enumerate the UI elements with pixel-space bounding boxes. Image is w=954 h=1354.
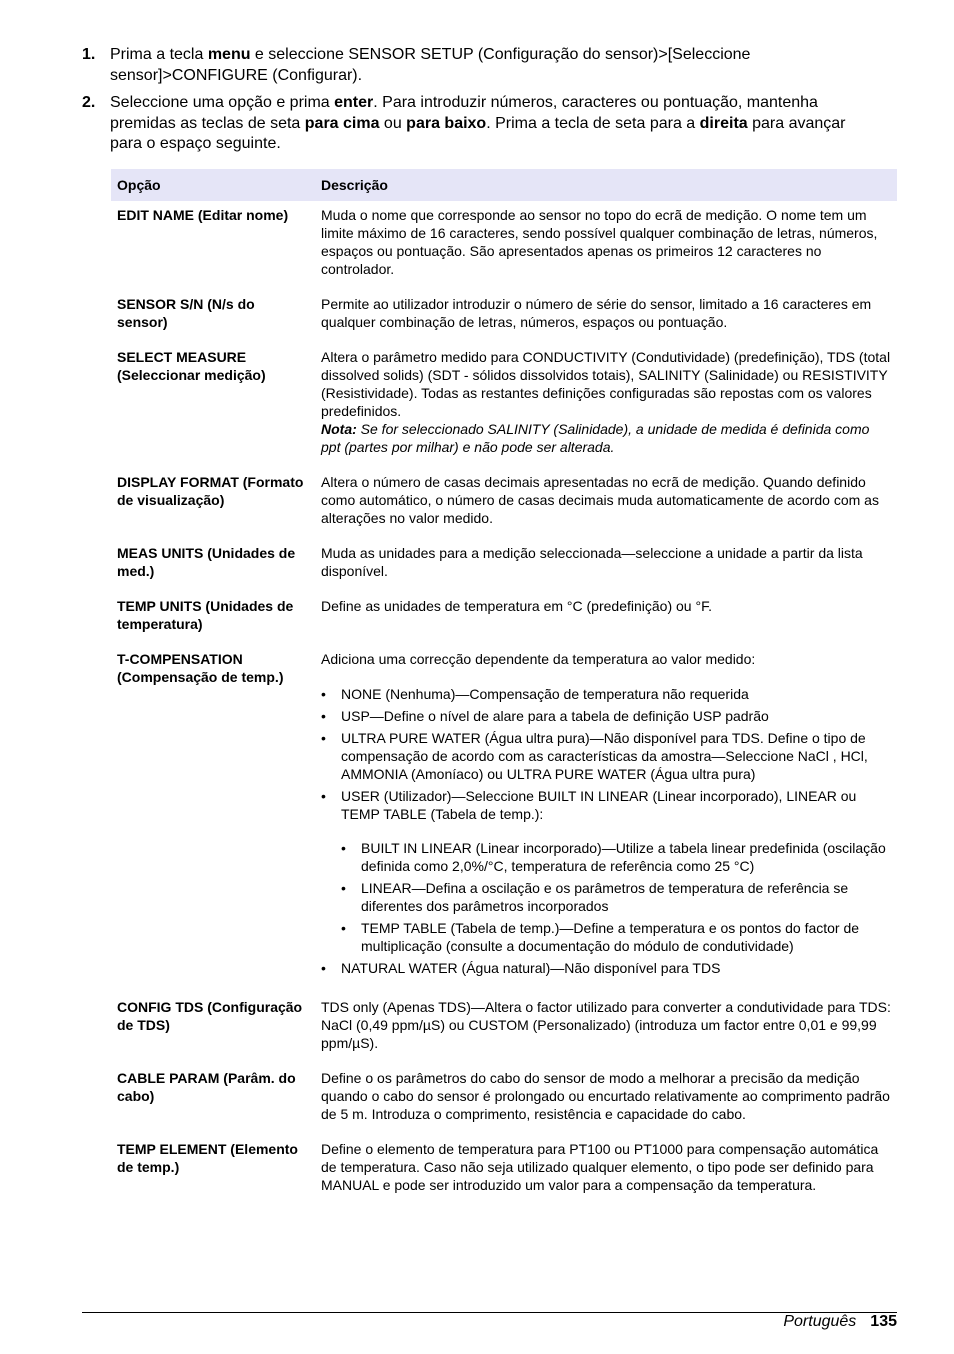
option-name: TEMP UNITS (Unidades de temperatura) <box>117 598 294 632</box>
page-footer <box>783 1312 897 1332</box>
sub-list-item: • TEMP TABLE (Tabela de temp.)—Define a temperatura e os pontos do factor de multiplicação (consulte a documentação do módulo de condutividade) <box>341 919 891 955</box>
sub-list-item: • BUILT IN LINEAR (Linear incorporado)—Utilize a tabela linear predefinida (oscilação definida como 2,0%/°C, temperatura de referência como 25 °C) <box>341 839 891 875</box>
option-description <box>315 645 897 993</box>
option-description: Define o elemento de temperatura para PT100 ou PT1000 para compensação automática de temperatura. Caso não seja utilizado qualquer elemento, o tipo pode ser definido para MANUAL e pode ser introduzido um valor para a compensação da temperatura. <box>321 1141 879 1193</box>
note-label: Nota: <box>321 421 357 437</box>
option-name: DISPLAY FORMAT (Formato de visualização) <box>117 474 304 508</box>
option-description: Muda as unidades para a medição seleccionada—seleccione a unidade a partir da lista disponível. <box>321 545 863 579</box>
table-row <box>111 468 897 539</box>
option-name: EDIT NAME (Editar nome) <box>117 207 289 223</box>
option-description: Define as unidades de temperatura em °C (predefinição) ou °F. <box>321 598 712 614</box>
option-name: CONFIG TDS (Configuração de TDS) <box>117 999 303 1033</box>
step-number: 1. <box>82 46 96 63</box>
option-description: Permite ao utilizador introduzir o número de série do sensor, limitado a 16 caracteres em qualquer combinação de letras, números, espaços ou pontuação. <box>321 296 872 330</box>
table-row <box>111 201 897 290</box>
option-name: SENSOR S/N (N/s do sensor) <box>117 296 255 330</box>
table-row <box>111 1064 897 1135</box>
table-row <box>111 993 897 1064</box>
step-2: 2. Seleccione uma opção e prima enter. Para introduzir números, caracteres ou pontuação, mantenha premidas as teclas de seta para cima ou para baixo. Prima a tecla de seta para a direita para avançar para o espaço seguinte. <box>82 94 846 152</box>
option-name: MEAS UNITS (Unidades de med.) <box>117 545 296 579</box>
page-number: 135 <box>870 1313 897 1330</box>
option-description: Altera o número de casas decimais apresentadas no ecrã de medição. Quando definido como automático, o número de casas decimais muda automaticamente de acordo com as alterações no valor medido. <box>321 474 879 526</box>
table-header-row <box>111 169 897 201</box>
list-item: • ULTRA PURE WATER (Água ultra pura)—Não disponível para TDS. Define o tipo de compensação de acordo com as características da amostra—Seleccione NaCl , HCl, AMMONIA (Amoníaco) ou ULTRA PURE WATER (Água ultra pura) <box>321 729 891 783</box>
procedure-steps <box>82 45 872 162</box>
footer-language: Português <box>783 1313 857 1330</box>
step-number: 2. <box>82 94 96 111</box>
table-row <box>111 1135 897 1206</box>
option-description <box>315 343 897 468</box>
table-row <box>111 343 897 468</box>
options-table <box>111 169 897 1206</box>
list-item: • USP—Define o nível de alare para a tabela de definição USP padrão <box>321 707 891 725</box>
option-description: Define o os parâmetros do cabo do sensor de modo a melhorar a precisão da medição quando o cabo do sensor é prolongado ou encurtado relativamente ao comprimento padrão de 5 m. Introduza o comprimento, resistência e capacidade do cabo. <box>321 1070 890 1122</box>
option-name: CABLE PARAM (Parâm. do cabo) <box>117 1070 296 1104</box>
user-sublist <box>341 839 891 955</box>
list-item: • NATURAL WATER (Água natural)—Não disponível para TDS <box>321 959 891 977</box>
option-name: TEMP ELEMENT (Elemento de temp.) <box>117 1141 298 1175</box>
compensation-list <box>321 685 891 977</box>
option-name: T-COMPENSATION (Compensação de temp.) <box>117 651 284 685</box>
option-name: SELECT MEASURE (Seleccionar medição) <box>117 349 266 383</box>
step-1: 1. Prima a tecla menu e seleccione SENSOR SETUP (Configuração do sensor)>[Seleccione sensor]>CONFIGURE (Configurar). <box>82 46 751 84</box>
column-header-option: Opção <box>111 169 315 201</box>
column-header-description: Descrição <box>315 169 897 201</box>
note <box>321 420 891 456</box>
option-description: TDS only (Apenas TDS)—Altera o factor utilizado para converter a condutividade para TDS: NaCl (0,49 ppm/µS) ou CUSTOM (Personalizado) (introduza um factor entre 0,01 e 99,99 ppm/µS). <box>321 999 891 1051</box>
description-text: Adiciona uma correcção dependente da temperatura ao valor medido: <box>321 651 756 667</box>
option-description: Muda o nome que corresponde ao sensor no topo do ecrã de medição. O nome tem um limite máximo de 16 caracteres, sendo possível qualquer combinação de letras, números, espaços ou pontuação. São apresentados apenas os primeiros 12 caracteres no controlador. <box>321 207 878 277</box>
table-row <box>111 645 897 993</box>
footer-divider <box>82 1312 897 1313</box>
sub-list-item: • LINEAR—Defina a oscilação e os parâmetros de temperatura de referência se diferentes dos parâmetros incorporados <box>341 879 891 915</box>
list-item: • USER (Utilizador)—Seleccione BUILT IN LINEAR (Linear incorporado), LINEAR ou TEMP TABLE (Tabela de temp.): • BUILT IN LINEAR (Linear incorporado)—Utilize a tabela linear predefinida (oscilação definida como 2,0%/°C, temperatura de referência como 25 °C) • LINEAR—Defina a oscilação e os parâmetros de temperatura de referência se diferentes dos parâmetros incorporados • TEMP TABLE (Tabela de temp.)—Define a temperatura e os pontos do factor de multiplicação (consulte a documentação do módulo de condutividade) <box>321 787 891 955</box>
table-row <box>111 592 897 645</box>
note-text: Se for seleccionado SALINITY (Salinidade), a unidade de medida é definida como ppt (partes por milhar) e não pode ser alterada. <box>321 421 870 455</box>
table-row <box>111 539 897 592</box>
description-text: Altera o parâmetro medido para CONDUCTIVITY (Condutividade) (predefinição), TDS (total dissolved solids) (SDT - sólidos dissolvidos totais), SALINITY (Salinidade) ou RESISTIVITY (Resistividade). Todas as restantes definições configuradas são repostas com os valores predefinidos. <box>321 349 891 419</box>
list-item: • NONE (Nenhuma)—Compensação de temperatura não requerida <box>321 685 891 703</box>
table-row <box>111 290 897 343</box>
